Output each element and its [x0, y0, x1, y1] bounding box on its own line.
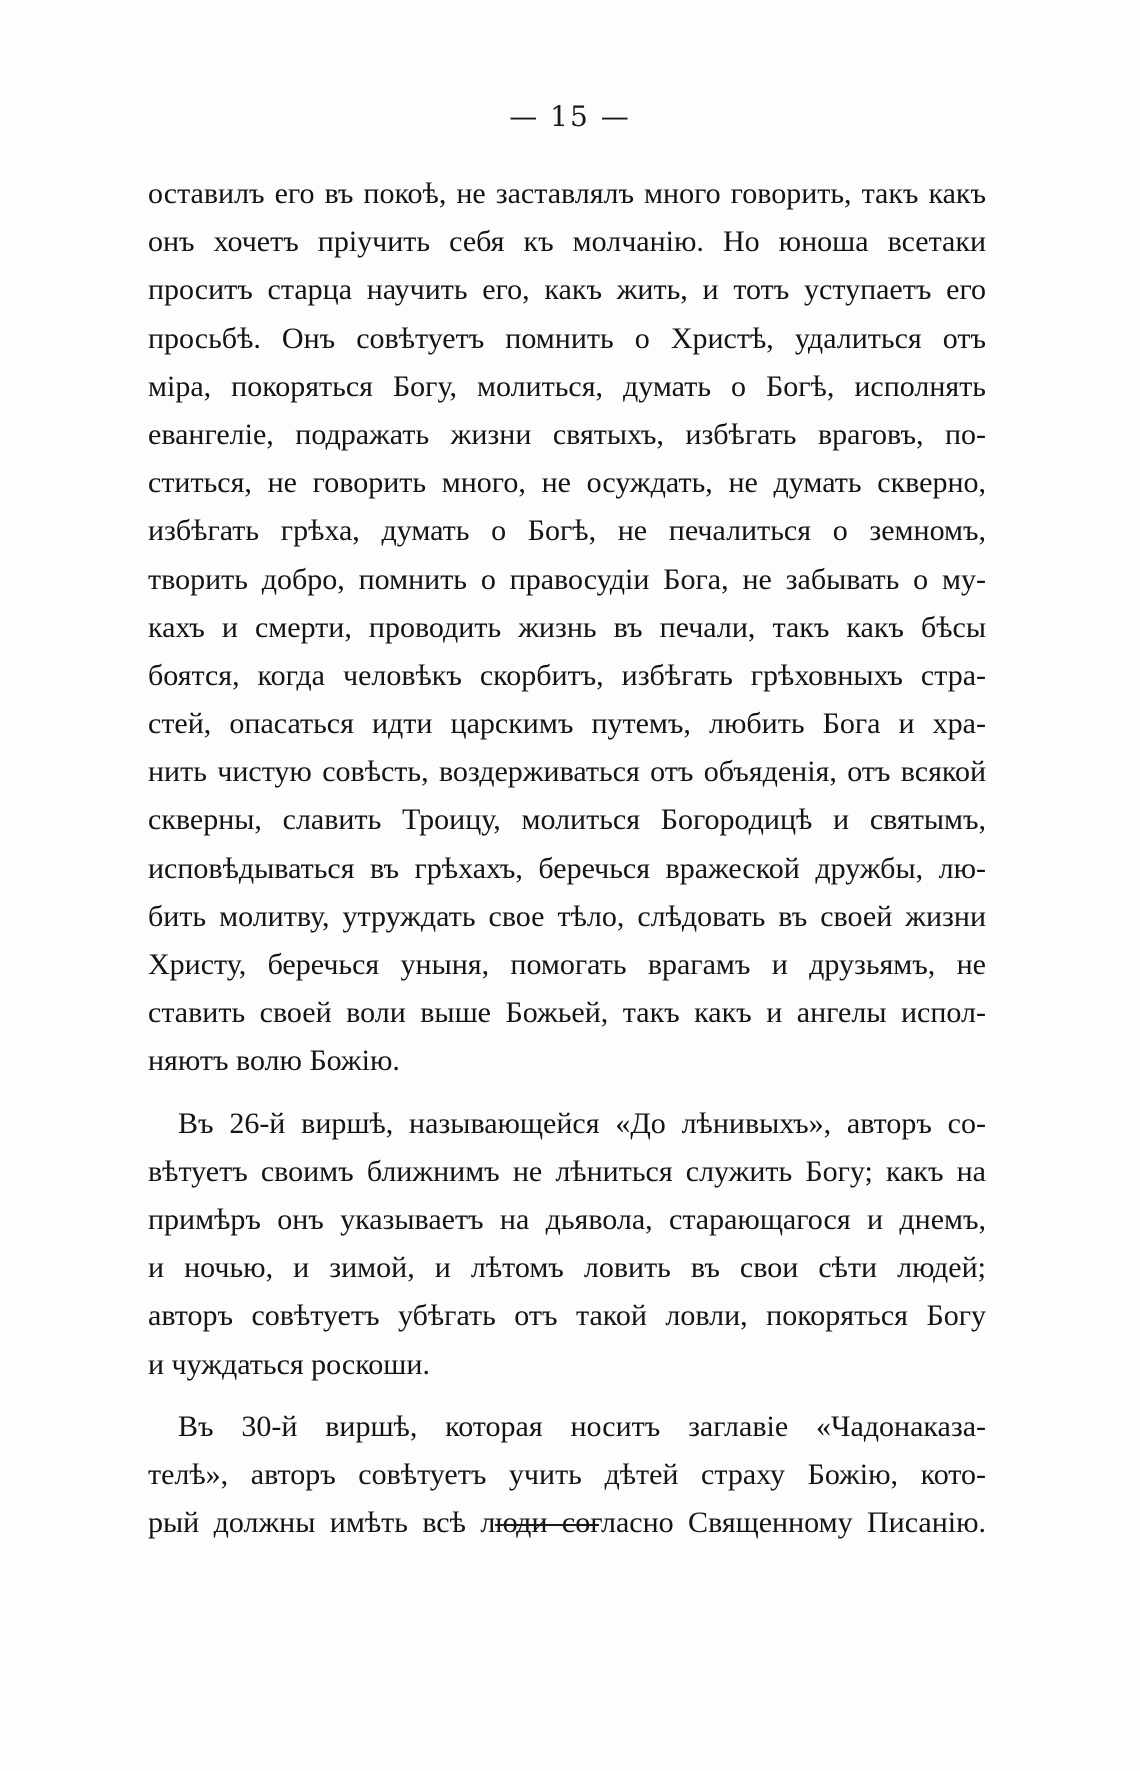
text-line: авторъ совѣтуетъ убѣгать отъ такой ловли, покоряться Богу [148, 1299, 986, 1333]
text-line: и чуждаться роскоши. [148, 1347, 430, 1381]
text-line: бить молитву, утруждать свое тѣло, слѣдовать въ своей жизни [148, 899, 986, 933]
text-line: няютъ волю Божію. [148, 1044, 400, 1078]
text-line: кахъ и смерти, проводить жизнь въ печали, такъ какъ бѣсы [148, 610, 986, 644]
text-line: избѣгать грѣха, думать о Богѣ, не печалиться о земномъ, [148, 514, 986, 548]
paragraph [148, 1100, 986, 1389]
paragraph-gap [148, 1086, 986, 1100]
text-line: примѣръ онъ указываетъ на дьявола, старающагося и днемъ, [148, 1202, 986, 1236]
text-line: стей, опасаться идти царскимъ путемъ, любить Бога и хра- [148, 707, 986, 741]
text-line: Христу, беречься уныня, помогать врагамъ и друзьямъ, не [148, 948, 986, 981]
text-line: и ночью, и зимой, и лѣтомъ ловить въ свои сѣти людей; [148, 1251, 986, 1285]
paragraph [148, 170, 986, 1086]
text-line: рый должны имѣть всѣ люди согласно Священному Писанію. [148, 1506, 986, 1540]
text-line: скверны, славить Троицу, молиться Богородицѣ и святымъ, [148, 803, 986, 837]
text-line: просьбѣ. Онъ совѣтуетъ помнить о Христѣ, удалиться отъ [148, 321, 986, 355]
text-line: Въ 30-й виршѣ, которая носитъ заглавіе «Чадонаказа- [178, 1409, 986, 1443]
text-line: міра, покоряться Богу, молиться, думать о Богѣ, исполнять [148, 369, 986, 403]
text-line: боятся, когда человѣкъ скорбитъ, избѣгать грѣховныхъ стра- [148, 658, 986, 692]
text-line: творить добро, помнить о правосудіи Бога, не забывать о му- [148, 562, 986, 596]
paragraph-gap [148, 1389, 986, 1403]
text-line: онъ хочетъ пріучить себя къ молчанію. Но юноша всетаки [148, 225, 986, 259]
text-line: оставилъ его въ покоѣ, не заставлялъ много говорить, такъ какъ [148, 177, 986, 210]
text-line: ставить своей воли выше Божьей, такъ какъ и ангелы испол- [148, 996, 986, 1030]
text-line: телѣ», авторъ совѣтуетъ учить дѣтей страху Божію, кото- [148, 1457, 986, 1491]
page-number: — 15 — [509, 100, 631, 133]
end-rule [495, 1524, 599, 1526]
text-line: Въ 26-й виршѣ, называющейся «До лѣнивыхъ», авторъ со- [178, 1106, 986, 1140]
text-line: исповѣдываться въ грѣхахъ, беречься вражеской дружбы, лю- [148, 851, 986, 885]
body-text [148, 170, 986, 1547]
text-line: ститься, не говорить много, не осуждать, не думать скверно, [148, 466, 986, 500]
text-line: нить чистую совѣсть, воздерживаться отъ объяденія, отъ всякой [148, 755, 986, 789]
text-line: вѣтуетъ своимъ ближнимъ не лѣниться служить Богу; какъ на [148, 1154, 986, 1188]
text-line: проситъ старца научить его, какъ жить, и тотъ уступаетъ его [148, 273, 986, 307]
text-line: евангеліе, подражать жизни святыхъ, избѣгать враговъ, по- [148, 417, 986, 451]
